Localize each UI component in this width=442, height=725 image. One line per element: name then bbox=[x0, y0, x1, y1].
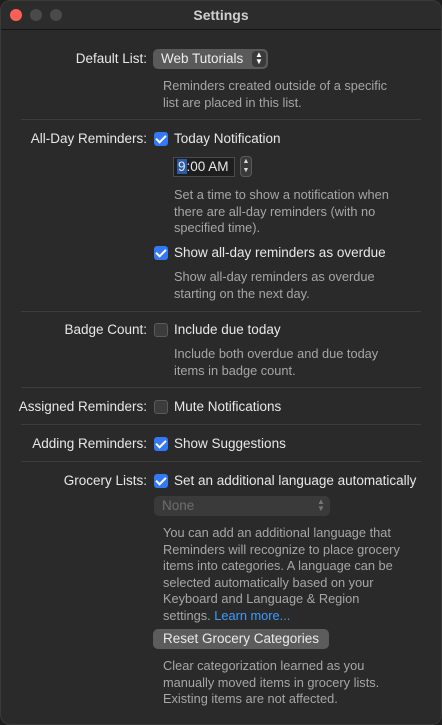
reset-grocery-categories-button[interactable]: Reset Grocery Categories bbox=[153, 629, 329, 649]
badge-help: Include both overdue and due today items in badge count. bbox=[174, 346, 379, 378]
show-overdue-checkbox[interactable] bbox=[154, 246, 168, 260]
time-help: Set a time to show a notification when there are all-day reminders (with no specified time). bbox=[174, 187, 389, 235]
separator bbox=[21, 387, 421, 388]
grocery-language-value: None bbox=[162, 498, 195, 513]
popup-chevrons-icon: ▲ ▼ bbox=[252, 51, 266, 67]
reset-help: Clear categorization learned as you manually moved items in grocery lists. Existing items are not affected. bbox=[163, 658, 380, 706]
include-due-today-label: Include due today bbox=[174, 322, 281, 337]
default-list-help: Reminders created outside of a specific list are placed in this list. bbox=[163, 78, 388, 110]
learn-more-link[interactable]: Learn more... bbox=[214, 607, 291, 623]
auto-language-checkbox[interactable] bbox=[154, 474, 168, 488]
grocery-lists-label: Grocery Lists: bbox=[63, 473, 147, 488]
grocery-help: You can add an additional language that Reminders will recognize to place grocery items into categories. A language can be selected automatically based on your Keyboard and Language & Region settings. Learn more... bbox=[163, 525, 400, 623]
today-notification-label: Today Notification bbox=[174, 131, 281, 146]
default-list-value: Web Tutorials bbox=[161, 51, 244, 66]
time-rest-segment[interactable]: :00 AM bbox=[186, 159, 229, 174]
assigned-reminders-label: Assigned Reminders: bbox=[18, 399, 147, 414]
separator bbox=[21, 424, 421, 425]
popup-chevrons-icon: ▲ ▼ bbox=[317, 497, 325, 513]
separator bbox=[21, 311, 421, 312]
all-day-reminders-label: All-Day Reminders: bbox=[30, 131, 147, 146]
show-overdue-label: Show all-day reminders as overdue bbox=[174, 245, 386, 260]
today-notification-checkbox[interactable] bbox=[154, 132, 168, 146]
default-list-label: Default List: bbox=[75, 51, 147, 66]
default-list-popup[interactable] bbox=[153, 49, 268, 69]
overdue-help: Show all-day reminders as overdue starting on the next day. bbox=[174, 269, 375, 301]
show-suggestions-label: Show Suggestions bbox=[174, 436, 286, 451]
mute-notifications-checkbox[interactable] bbox=[154, 400, 168, 414]
adding-reminders-label: Adding Reminders: bbox=[32, 436, 147, 451]
window-title: Settings bbox=[193, 7, 249, 23]
badge-count-label: Badge Count: bbox=[64, 322, 147, 337]
auto-language-label: Set an additional language automatically bbox=[174, 473, 417, 488]
notification-time-field[interactable] bbox=[173, 157, 235, 177]
separator bbox=[21, 461, 421, 462]
separator bbox=[21, 119, 421, 120]
show-suggestions-checkbox[interactable] bbox=[154, 437, 168, 451]
include-due-today-checkbox[interactable] bbox=[154, 323, 168, 337]
title-bar bbox=[1, 1, 441, 30]
grocery-language-popup[interactable] bbox=[154, 496, 330, 516]
time-hour-segment[interactable]: 9 bbox=[178, 159, 186, 174]
time-stepper[interactable]: ▲ ▼ bbox=[240, 156, 252, 177]
mute-notifications-label: Mute Notifications bbox=[174, 399, 282, 414]
